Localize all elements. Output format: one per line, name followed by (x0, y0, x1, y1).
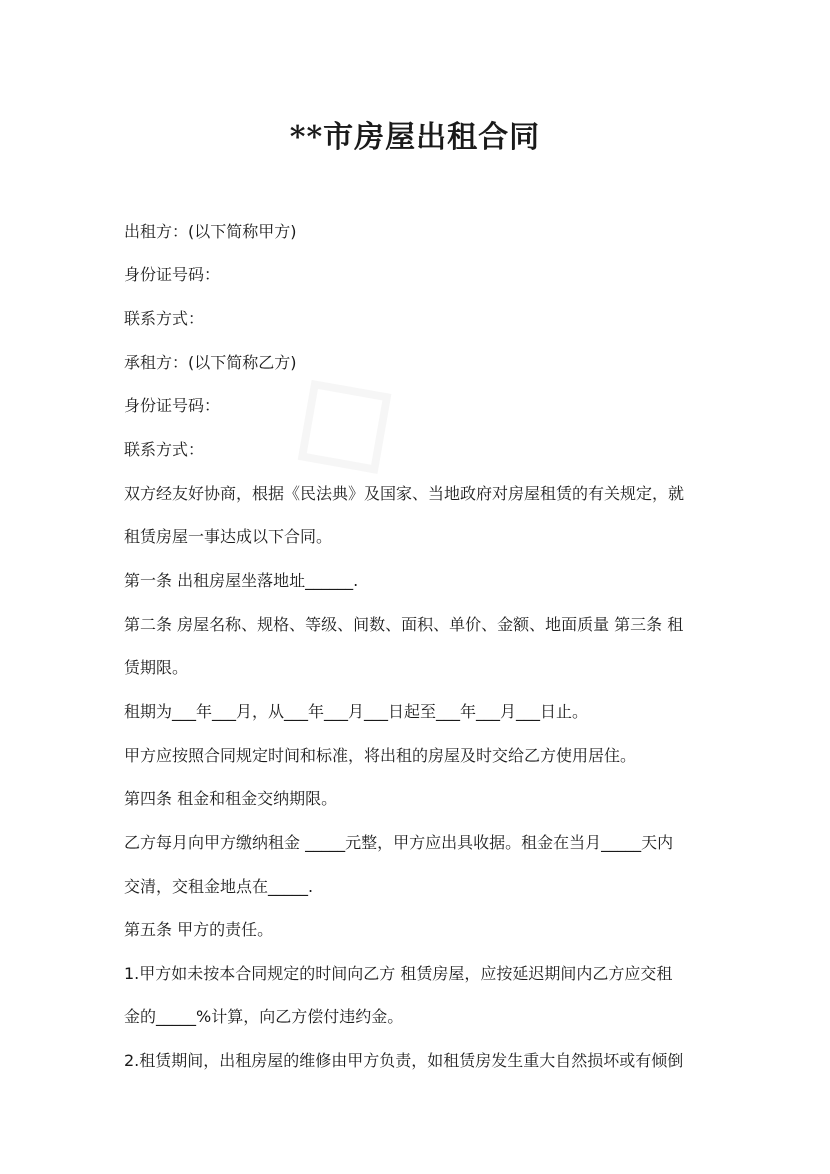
clause-line: 第二条 房屋名称、规格、等级、间数、面积、单价、金额、地面质量 第三条 租 (124, 615, 684, 634)
clause-line: 乙方每月向甲方缴纳租金 _____元整，甲方应出具收据。租金在当月_____天内 (124, 833, 674, 852)
page-title: **市房屋出租合同 (289, 120, 541, 155)
clause-line: 身份证号码： (124, 396, 221, 415)
clause-line: 第一条 出租房屋坐落地址______. (124, 571, 359, 590)
clause-line: 租赁房屋一事达成以下合同。 (124, 527, 333, 546)
clause-line: 第四条 租金和租金交纳期限。 (124, 789, 338, 808)
clause-line: 双方经友好协商，根据《民法典》及国家、当地政府对房屋租赁的有关规定，就 (124, 484, 685, 503)
clause-line: 甲方应按照合同规定时间和标准，将出租的房屋及时交给乙方使用居住。 (124, 746, 637, 765)
clause-line: 联系方式： (124, 440, 205, 459)
clause-line: 交清，交租金地点在_____. (124, 877, 314, 896)
clause-line: 赁期限。 (124, 658, 189, 677)
clause-line: 租期为___年___月，从___年___月___日起至___年___月___日止。 (124, 702, 589, 721)
clause-line: 2.租赁期间，出租房屋的维修由甲方负责，如租赁房发生重大自然损坏或有倾倒 (124, 1051, 684, 1070)
clause-line: 承租方：(以下简称乙方) (124, 353, 297, 372)
clause-line: 联系方式： (124, 309, 205, 328)
clause-line: 第五条 甲方的责任。 (124, 920, 274, 939)
clause-line: 金的_____%计算，向乙方偿付违约金。 (124, 1007, 404, 1026)
clause-line: 1.甲方如未按本合同规定的时间向乙方 租赁房屋，应按延迟期间内乙方应交租 (124, 964, 673, 983)
clause-line: 出租方：(以下简称甲方) (124, 222, 297, 241)
clause-line: 身份证号码： (124, 265, 221, 284)
